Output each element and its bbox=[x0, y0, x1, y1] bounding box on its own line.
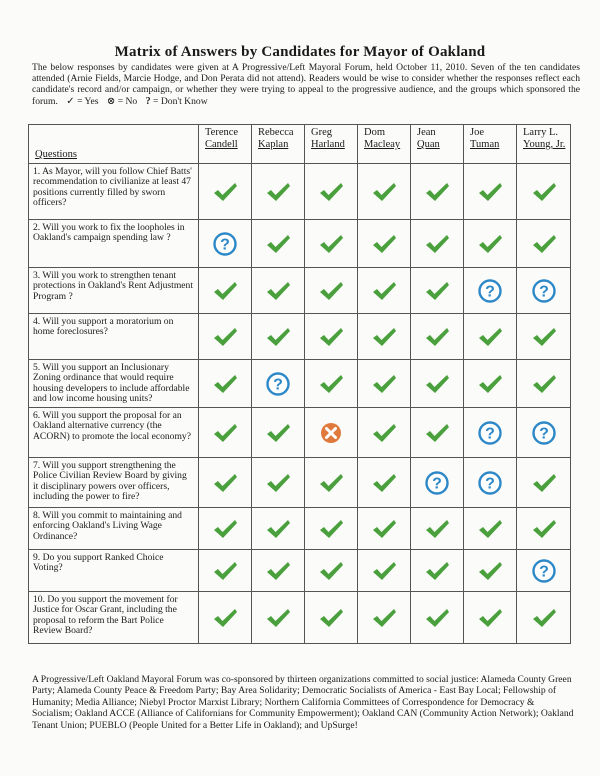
answer-cell bbox=[464, 220, 517, 268]
answer-cell bbox=[411, 592, 464, 644]
x-circle-icon: ⊗ bbox=[106, 95, 116, 107]
check-icon: ✓ bbox=[66, 95, 75, 107]
legend-no-label: = No bbox=[117, 95, 138, 107]
candidate-first-name: Terence bbox=[205, 127, 239, 138]
svg-text:?: ? bbox=[220, 236, 230, 253]
candidate-first-name: Dom bbox=[364, 127, 385, 138]
check-icon bbox=[369, 325, 399, 349]
candidate-last-name: Candell bbox=[205, 139, 238, 150]
answer-cell bbox=[464, 164, 517, 220]
check-icon bbox=[369, 421, 399, 445]
answer-cell bbox=[199, 164, 252, 220]
check-icon bbox=[210, 325, 240, 349]
check-icon bbox=[369, 606, 399, 630]
check-icon bbox=[316, 232, 346, 256]
check-icon bbox=[369, 232, 399, 256]
question-row bbox=[29, 314, 571, 360]
answer-cell bbox=[411, 508, 464, 550]
answer-cell bbox=[252, 592, 305, 644]
check-icon bbox=[529, 180, 559, 204]
question-row bbox=[29, 592, 571, 644]
question-icon bbox=[475, 421, 505, 445]
question-text: 6. Will you support the proposal for an Oakland alternative currency (the ACORN) to promote the local economy? bbox=[29, 408, 199, 458]
svg-text:?: ? bbox=[485, 425, 495, 442]
answer-cell bbox=[464, 592, 517, 644]
answer-cell bbox=[305, 458, 358, 508]
answer-cell bbox=[517, 408, 571, 458]
check-icon bbox=[263, 421, 293, 445]
candidate-last-name: Young, Jr. bbox=[523, 139, 566, 150]
answer-cell bbox=[305, 508, 358, 550]
check-icon bbox=[210, 180, 240, 204]
matrix-body bbox=[29, 164, 571, 644]
check-icon bbox=[316, 180, 346, 204]
question-row bbox=[29, 508, 571, 550]
check-icon bbox=[475, 232, 505, 256]
answer-cell bbox=[464, 508, 517, 550]
answer-cell bbox=[358, 508, 411, 550]
answer-cell bbox=[199, 508, 252, 550]
answer-cell bbox=[517, 360, 571, 408]
check-icon bbox=[422, 606, 452, 630]
check-icon bbox=[529, 517, 559, 541]
check-icon bbox=[263, 180, 293, 204]
answer-cell bbox=[464, 408, 517, 458]
questions-header: Questions bbox=[29, 125, 199, 164]
answer-cell bbox=[358, 592, 411, 644]
question-row bbox=[29, 458, 571, 508]
check-icon bbox=[316, 279, 346, 303]
candidate-last-name: Tuman bbox=[470, 139, 500, 150]
check-icon bbox=[369, 180, 399, 204]
answer-cell bbox=[252, 220, 305, 268]
check-icon bbox=[422, 421, 452, 445]
question-row bbox=[29, 408, 571, 458]
question-icon bbox=[475, 279, 505, 303]
question-icon bbox=[422, 471, 452, 495]
question-icon bbox=[475, 471, 505, 495]
answer-cell bbox=[305, 550, 358, 592]
intro-text: The below responses by candidates were given at A Progressive/Left Mayoral Forum, held October 11, 2010. Seven of the ten candidates attended (Arnie Fields, Marcie Hodge, and Don Perata did not attend). Readers would be wise to consider whether the responses reflect each candidate's record and/or campaign, or whether they were trying to appeal to the progressive audience, and the groups which sponsored the forum. bbox=[32, 62, 580, 107]
answer-cell bbox=[199, 458, 252, 508]
answer-cell bbox=[358, 220, 411, 268]
question-row bbox=[29, 220, 571, 268]
legend-yes bbox=[66, 96, 98, 107]
question-text: 4. Will you support a moratorium on home foreclosures? bbox=[29, 314, 199, 360]
answer-cell bbox=[305, 314, 358, 360]
check-icon bbox=[316, 517, 346, 541]
answer-cell bbox=[358, 550, 411, 592]
check-icon bbox=[210, 372, 240, 396]
svg-text:?: ? bbox=[485, 283, 495, 300]
answer-cell bbox=[199, 408, 252, 458]
answer-cell bbox=[252, 508, 305, 550]
svg-text:?: ? bbox=[273, 376, 283, 393]
check-icon bbox=[475, 517, 505, 541]
answer-cell bbox=[464, 458, 517, 508]
candidate-header bbox=[252, 125, 305, 164]
candidate-last-name: Harland bbox=[311, 139, 345, 150]
page-title: Matrix of Answers by Candidates for Mayor of Oakland bbox=[114, 44, 486, 60]
check-icon bbox=[529, 232, 559, 256]
answer-cell bbox=[305, 164, 358, 220]
answer-cell bbox=[411, 268, 464, 314]
question-icon bbox=[263, 372, 293, 396]
check-icon bbox=[263, 232, 293, 256]
check-icon bbox=[422, 325, 452, 349]
answer-cell bbox=[411, 550, 464, 592]
answer-cell bbox=[305, 592, 358, 644]
question-text: 5. Will you support an Inclusionary Zoning ordinance that would require housing developers to include affordable and low income housing units? bbox=[29, 360, 199, 408]
legend-dont-know bbox=[146, 96, 208, 107]
answer-cell bbox=[252, 408, 305, 458]
answer-cell bbox=[517, 592, 571, 644]
check-icon bbox=[529, 471, 559, 495]
legend-yes-label: = Yes bbox=[77, 95, 99, 107]
check-icon bbox=[422, 180, 452, 204]
answer-cell bbox=[199, 220, 252, 268]
answer-cell bbox=[252, 360, 305, 408]
answer-cell bbox=[252, 458, 305, 508]
candidate-last-name: Quan bbox=[417, 139, 440, 150]
answer-cell bbox=[411, 220, 464, 268]
check-icon bbox=[263, 517, 293, 541]
answer-cell bbox=[305, 268, 358, 314]
check-icon bbox=[263, 606, 293, 630]
check-icon bbox=[210, 279, 240, 303]
svg-text:?: ? bbox=[485, 475, 495, 492]
answer-cell bbox=[358, 360, 411, 408]
candidate-header bbox=[305, 125, 358, 164]
question-icon bbox=[529, 421, 559, 445]
svg-text:?: ? bbox=[538, 283, 549, 300]
answer-cell bbox=[305, 360, 358, 408]
answer-cell bbox=[517, 314, 571, 360]
answer-cell bbox=[199, 550, 252, 592]
answer-cell bbox=[358, 268, 411, 314]
question-row bbox=[29, 360, 571, 408]
answer-cell bbox=[358, 458, 411, 508]
check-icon bbox=[316, 372, 346, 396]
answer-cell bbox=[358, 314, 411, 360]
svg-text:?: ? bbox=[538, 563, 549, 580]
candidate-first-name: Joe bbox=[470, 127, 484, 138]
check-icon bbox=[475, 559, 505, 583]
answer-cell bbox=[464, 550, 517, 592]
question-text: 3. Will you work to strengthen tenant protections in Oakland's Rent Adjustment Program ? bbox=[29, 268, 199, 314]
candidate-first-name: Greg bbox=[311, 127, 332, 138]
candidate-header bbox=[358, 125, 411, 164]
check-icon bbox=[263, 559, 293, 583]
answer-cell bbox=[411, 360, 464, 408]
question-icon bbox=[529, 559, 559, 583]
x-circle-icon bbox=[316, 421, 346, 445]
answer-legend bbox=[60, 96, 207, 107]
check-icon bbox=[263, 279, 293, 303]
answer-cell bbox=[464, 360, 517, 408]
check-icon bbox=[422, 517, 452, 541]
answer-cell bbox=[517, 268, 571, 314]
answer-cell bbox=[252, 550, 305, 592]
check-icon bbox=[210, 471, 240, 495]
answer-cell bbox=[199, 314, 252, 360]
candidate-first-name: Jean bbox=[417, 127, 436, 138]
check-icon bbox=[369, 517, 399, 541]
answer-cell bbox=[411, 314, 464, 360]
answer-cell bbox=[517, 220, 571, 268]
question-icon: ? bbox=[145, 95, 151, 107]
question-row bbox=[29, 164, 571, 220]
candidate-last-name: Macleay bbox=[364, 139, 401, 150]
check-icon bbox=[369, 559, 399, 583]
answer-cell bbox=[305, 408, 358, 458]
answer-cell bbox=[517, 550, 571, 592]
check-icon bbox=[263, 325, 293, 349]
question-icon bbox=[529, 279, 559, 303]
check-icon bbox=[369, 372, 399, 396]
check-icon bbox=[422, 372, 452, 396]
svg-text:?: ? bbox=[432, 475, 442, 492]
intro-paragraph bbox=[32, 62, 580, 107]
question-text: 9. Do you support Ranked Choice Voting? bbox=[29, 550, 199, 592]
answer-cell bbox=[411, 408, 464, 458]
answer-cell bbox=[305, 220, 358, 268]
check-icon bbox=[529, 325, 559, 349]
candidate-first-name: Larry L. bbox=[523, 127, 558, 138]
question-text: 2. Will you work to fix the loopholes in Oakland's campaign spending law ? bbox=[29, 220, 199, 268]
check-icon bbox=[316, 606, 346, 630]
check-icon bbox=[263, 471, 293, 495]
check-icon bbox=[529, 606, 559, 630]
question-text: 1. As Mayor, will you follow Chief Batts' recommendation to civilianize at least 47 positions currently filled by sworn officers? bbox=[29, 164, 199, 220]
candidate-header bbox=[199, 125, 252, 164]
question-text: 7. Will you support strengthening the Police Civilian Review Board by giving it disciplinary powers over officers, including the power to fire? bbox=[29, 458, 199, 508]
sponsors-footer: A Progressive/Left Oakland Mayoral Forum was co-sponsored by thirteen organizations committed to social justice: Alameda County Green Party; Alameda County Peace & Freedom Party; Bay Area Solidarity; Democratic Socialists of America - East Bay Local; Fellowship of Humanity; Media Alliance; Niebyl Proctor Marxist Library; Northern California Committees of Correspondence for Democracy & Socialism; Oakland ACCE (Alliance of Californians for Community Empowerment); Oakland CAN (Community Action Network); Oakland Tenant Union; PUEBLO (People United for a Better Life in Oakland); and UpSurge! bbox=[32, 674, 574, 731]
check-icon bbox=[369, 471, 399, 495]
candidate-first-name: Rebecca bbox=[258, 127, 294, 138]
answer-cell bbox=[358, 408, 411, 458]
answer-cell bbox=[199, 592, 252, 644]
check-icon bbox=[316, 559, 346, 583]
candidate-header bbox=[464, 125, 517, 164]
header-row bbox=[29, 125, 571, 164]
answer-cell bbox=[411, 458, 464, 508]
candidate-last-name: Kaplan bbox=[258, 139, 289, 150]
check-icon bbox=[316, 325, 346, 349]
check-icon bbox=[422, 232, 452, 256]
question-text: 8. Will you commit to maintaining and enforcing Oakland's Living Wage Ordinance? bbox=[29, 508, 199, 550]
check-icon bbox=[475, 180, 505, 204]
question-row bbox=[29, 268, 571, 314]
answer-cell bbox=[517, 164, 571, 220]
check-icon bbox=[369, 279, 399, 303]
answer-cell bbox=[358, 164, 411, 220]
question-row bbox=[29, 550, 571, 592]
check-icon bbox=[422, 559, 452, 583]
candidate-header bbox=[411, 125, 464, 164]
check-icon bbox=[475, 372, 505, 396]
answer-cell bbox=[199, 360, 252, 408]
answers-matrix bbox=[28, 124, 571, 644]
answer-cell bbox=[199, 268, 252, 314]
check-icon bbox=[210, 421, 240, 445]
check-icon bbox=[475, 325, 505, 349]
check-icon bbox=[475, 606, 505, 630]
answer-cell bbox=[252, 268, 305, 314]
question-text: 10. Do you support the movement for Justice for Oscar Grant, including the proposal to reform the Bart Police Review Board? bbox=[29, 592, 199, 644]
answer-cell bbox=[517, 508, 571, 550]
check-icon bbox=[422, 279, 452, 303]
svg-text:?: ? bbox=[538, 425, 549, 442]
check-icon bbox=[529, 372, 559, 396]
question-icon bbox=[210, 232, 240, 256]
answer-cell bbox=[411, 164, 464, 220]
legend-dont-know-label: = Don't Know bbox=[153, 95, 208, 107]
check-icon bbox=[210, 606, 240, 630]
check-icon bbox=[210, 559, 240, 583]
check-icon bbox=[316, 471, 346, 495]
check-icon bbox=[210, 517, 240, 541]
answer-cell bbox=[464, 314, 517, 360]
answer-cell bbox=[252, 164, 305, 220]
answer-cell bbox=[464, 268, 517, 314]
legend-no bbox=[107, 96, 137, 107]
answer-cell bbox=[252, 314, 305, 360]
answer-cell bbox=[517, 458, 571, 508]
candidate-header bbox=[517, 125, 571, 164]
